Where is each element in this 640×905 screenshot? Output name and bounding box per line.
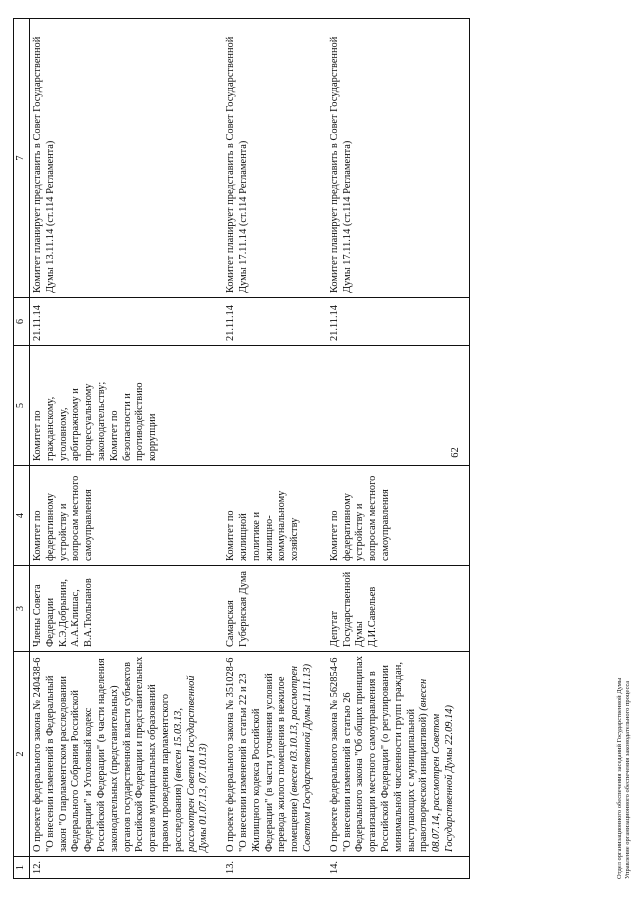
bill-title: О проекте федерального закона № 351028-6 [225,657,237,852]
bill-title: О проекте федерального закона № 562854-6 [328,657,340,852]
bill-title: О проекте федерального закона № 240438-6 [32,657,43,852]
review-date: 21.11.14 [327,298,469,346]
footer [616,678,632,879]
responsible-committee: Комитет по жилищной политике и жилищно-коммунальному хозяйству [223,466,327,566]
review-date: 21.11.14 [30,298,224,346]
row-number: 13. [223,857,327,879]
footer-line: Отдел организационного обеспечения заседаний Государственной Думы [616,677,623,879]
responsible-committee: Комитет по федеративному устройству и вопросам местного самоуправления [327,466,469,566]
column-header: 2 [14,652,30,857]
column-header: 7 [14,19,30,298]
table-row [30,19,224,879]
page-number: 62 [450,447,461,458]
co-committees: Комитет по гражданскому, уголовному, арбитражному и процессуальному законодательству; Комитет по безопасности и противодействию коррупции [30,346,224,466]
row-number: 12. [30,857,224,879]
status-text: Комитет планирует представить в Совет Государственной Думы 13.11.14 (ст.114 Регламента) [30,19,224,298]
column-header: 1 [14,857,30,879]
bill-description [223,652,327,857]
responsible-committee: Комитет по федеративному устройству и вопросам местного самоуправления [30,466,224,566]
bill-body: "О внесении изменений в статьи 22 и 23 Жилищного кодекса Российской Федерации" (в части уточнения условий перевода жилого помещения в нежилое помещение) [237,673,301,852]
co-committees [223,346,327,466]
status-text: Комитет планирует представить в Совет Государственной Думы 17.11.14 (ст.114 Регламента) [327,19,469,298]
bill-authors: Члены Совета Федерации К.Э.Добрынин, А.А.Клишас, В.А.Тюльпанов [30,566,224,652]
column-header: 5 [14,346,30,466]
bill-note: (внесен 08.07.14, рассмотрен Советом Государственной Думы 22.09.14) [418,678,455,852]
footer-line: Управление организационного обеспечения законодательного процесса [624,680,631,879]
column-header: 4 [14,466,30,566]
bill-body: "О внесении изменений в статью 26 Федерального закона "Об общих принципах организации местного самоуправления в Российской Федерации" (о регулировании минимальной численности групп граждан, выступающих с муниципальной правотворческой инициативой) [341,656,430,852]
row-number: 14. [327,857,469,879]
column-header: 3 [14,566,30,652]
review-date: 21.11.14 [223,298,327,346]
bill-note: (внесен 15.03.13, рассмотрен Советом Государственной Думы 01.07.13, 07.10.13) [172,675,210,852]
table-row [223,19,327,879]
column-header: 6 [14,298,30,346]
bill-authors: Самарская Губернская Дума [223,566,327,652]
bill-note: (внесен 03.10.13, рассмотрен Советом Государственной Думы 11.11.13) [289,663,313,852]
bill-description [30,652,224,857]
bill-description [327,652,469,857]
co-committees [327,346,469,466]
status-text: Комитет планирует представить в Совет Государственной Думы 17.11.14 (ст.114 Регламента) [223,19,327,298]
table-header-row [14,19,30,879]
bill-authors: Депутат Государственной Думы Д.И.Савельев [327,566,469,652]
agenda-table [13,18,470,879]
table-row [327,19,469,879]
bill-body: "О внесении изменений в Федеральный закон "О парламентском расследовании Федерального Собрания Российской Федерации" и Уголовный кодекс Российской Федерации" (в части наделения законодательных (представительных) органов государственной власти субъектов Российской Федерации и представительных органов муниципальных образований правом проведения парламентского расследования) [44,656,184,852]
